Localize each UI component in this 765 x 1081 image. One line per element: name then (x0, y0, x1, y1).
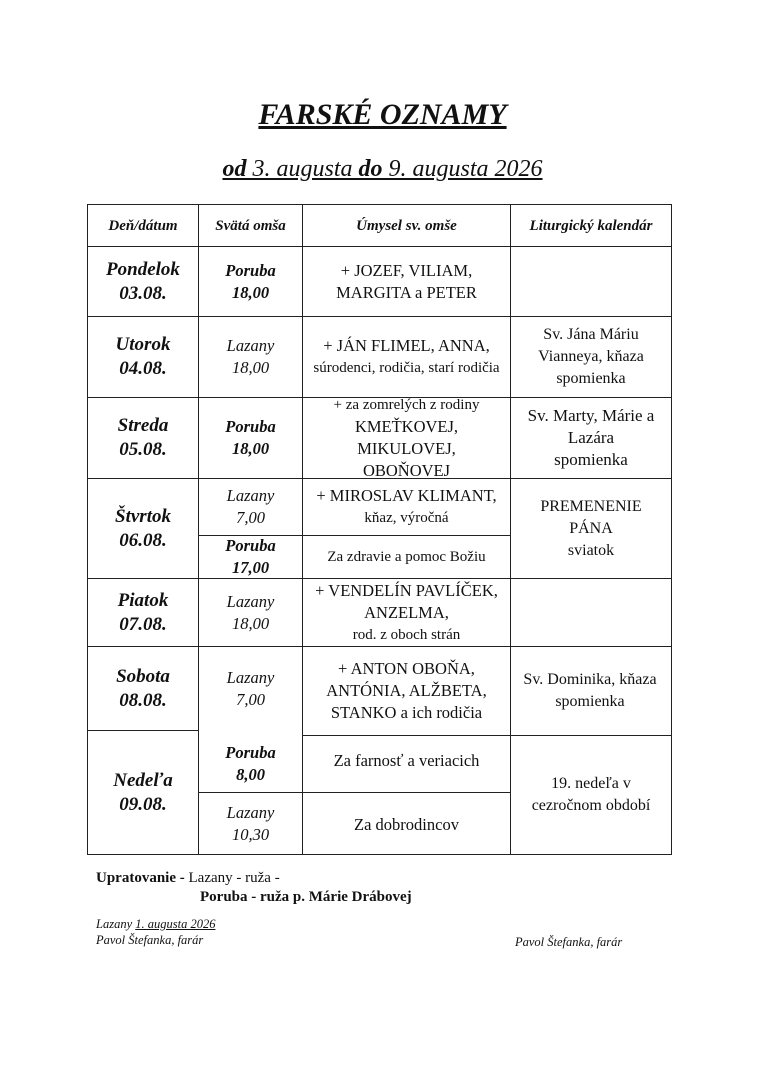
intent-cell: + ANTON OBOŇA, ANTÓNIA, ALŽBETA, STANKO a ich rodičia (326, 659, 487, 722)
header-liturgy: Liturgický kalendár (529, 217, 653, 234)
intent-cell: + MIROSLAV KLIMANT, kňaz, výročná (316, 486, 497, 526)
day-cell: Streda 05.08. (117, 415, 169, 460)
signature-right: Pavol Štefanka, farár (515, 935, 623, 949)
mass-cell: Lazany 18,00 (226, 336, 275, 377)
mass-cell: Poruba 17,00 (225, 536, 276, 577)
day-cell: Pondelok 03.08. (106, 258, 180, 304)
cleaning-note: Upratovanie - Lazany - ruža - (96, 870, 280, 886)
mass-cell: Poruba 8,00 (225, 743, 276, 784)
liturgy-cell (511, 579, 671, 646)
header-day: Deň/dátum (108, 217, 178, 234)
header-mass: Svätá omša (215, 217, 286, 234)
day-cell: Utorok 04.08. (115, 334, 171, 379)
signature-left: Lazany 1. augusta 2026 Pavol Štefanka, farár (96, 917, 216, 947)
mass-cell: Lazany 18,00 (226, 591, 275, 633)
page-title: FARSKÉ OZNAMY (258, 98, 507, 131)
date-range: od 3. augusta do 9. augusta 2026 (222, 156, 543, 182)
intent-cell: Za dobrodincov (354, 815, 459, 834)
day-cell: Štvrtok 06.08. (115, 505, 171, 551)
intent-cell: + JÁN FLIMEL, ANNA, súrodenci, rodičia, starí rodičia (313, 336, 500, 376)
day-cell: Piatok 07.08. (117, 589, 169, 635)
liturgy-cell: PREMENENIE PÁNA sviatok (540, 497, 642, 559)
mass-cell: Lazany 7,00 (226, 486, 275, 527)
liturgy-cell: Sv. Dominika, kňaza spomienka (523, 671, 657, 710)
day-cell: Nedeľa 09.08. (113, 769, 173, 815)
liturgy-cell: Sv. Marty, Márie a Lazára spomienka (527, 406, 655, 469)
mass-cell: Poruba 18,00 (225, 417, 276, 458)
liturgy-cell: Sv. Jána Máriu Vianneya, kňaza spomienka (538, 326, 644, 387)
header-intent: Úmysel sv. omše (356, 217, 457, 234)
mass-cell: Lazany 10,30 (226, 802, 275, 844)
intent-cell: Za zdravie a pomoc Božiu (327, 549, 486, 565)
cleaning-note-poruba: Poruba - ruža p. Márie Drábovej (200, 889, 412, 905)
intent-cell: + VENDELÍN PAVLÍČEK, ANZELMA, rod. z oboch strán (315, 580, 498, 643)
mass-cell: Lazany 7,00 (226, 667, 275, 709)
intent-cell: + za zomrelých z rodiny KMEŤKOVEJ, MIKULOVEJ, OBOŇOVEJ (333, 397, 480, 480)
mass-cell: Poruba 18,00 (225, 260, 276, 302)
liturgy-cell: 19. nedeľa v cezročnom období (531, 775, 651, 814)
intent-cell: + JOZEF, VILIAM, MARGITA a PETER (336, 260, 477, 302)
intent-cell: Za farnosť a veriacich (333, 751, 480, 770)
liturgy-cell (511, 247, 671, 316)
day-cell: Sobota 08.08. (116, 665, 170, 711)
